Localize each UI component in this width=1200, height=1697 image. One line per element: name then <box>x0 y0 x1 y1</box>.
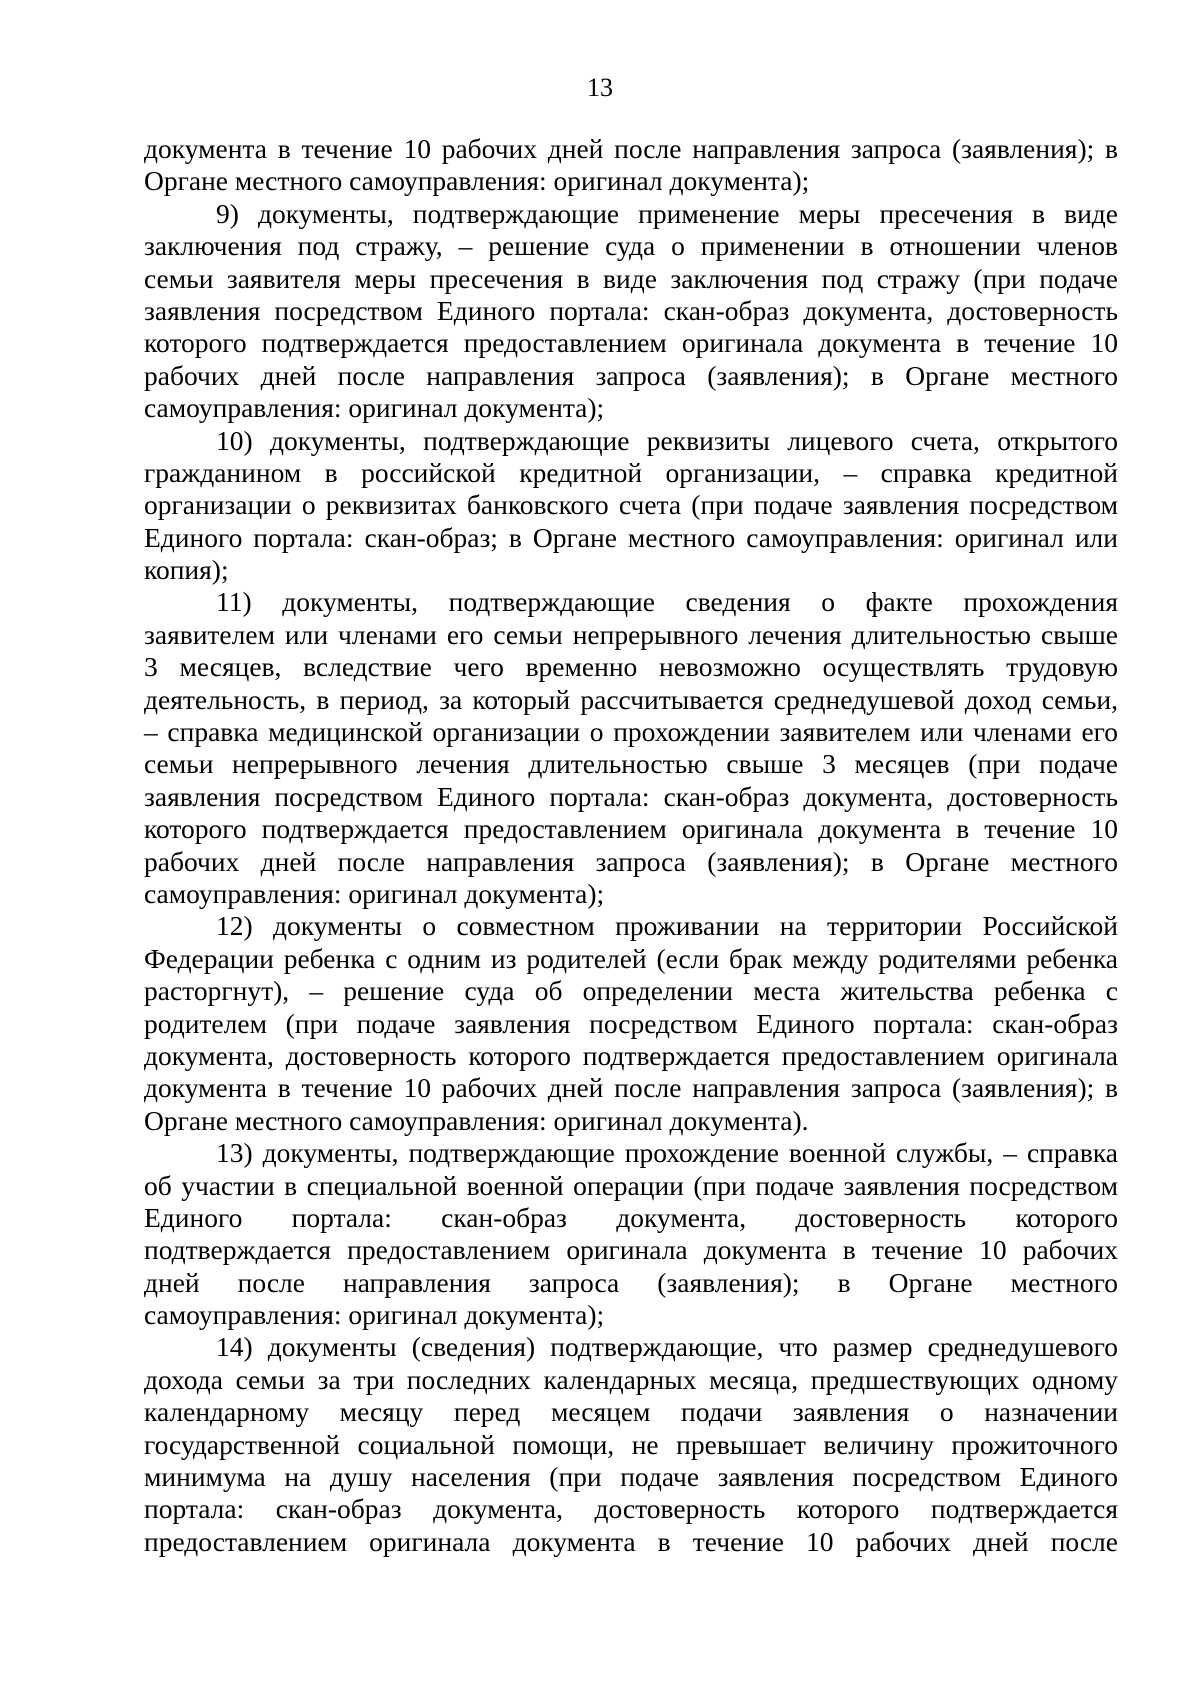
text-line: предоставлением оригинала документа в течение 10 рабочих дней после <box>144 1525 1118 1557</box>
text-line: расторгнут), – решение суда об определении места жительства ребенка с <box>144 975 1118 1007</box>
text-line: портала: скан-образ документа, достоверность которого подтверждается <box>144 1493 1118 1525</box>
text-line: рабочих дней после направления запроса (заявления); в Органе местного <box>144 359 1118 391</box>
text-line: документа, достоверность которого подтверждается предоставлением оригинала <box>144 1039 1118 1071</box>
text-line: самоуправления: оригинал документа); <box>144 877 605 909</box>
text-line: об участии в специальной военной операции (при подаче заявления посредством <box>144 1169 1118 1201</box>
text-line: которого подтверждается предоставлением оригинала документа в течение 10 <box>144 327 1118 359</box>
text-line: Федерации ребенка с одним из родителей (если брак между родителями ребенка <box>144 942 1118 974</box>
paragraph-first-line: 14) документы (сведения) подтверждающие, что размер среднедушевого <box>216 1331 1118 1363</box>
paragraph-first-line: 10) документы, подтверждающие реквизиты лицевого счета, открытого <box>216 424 1118 456</box>
text-line: родителем (при подаче заявления посредством Единого портала: скан-образ <box>144 1007 1118 1039</box>
text-line: календарному месяцу перед месяцем подачи заявления о назначении <box>144 1396 1118 1428</box>
text-line: минимума на душу населения (при подаче заявления посредством Единого <box>144 1461 1118 1493</box>
text-line: семьи непрерывного лечения длительностью свыше 3 месяцев (при подаче <box>144 748 1118 780</box>
text-line: Органе местного самоуправления: оригинал документа). <box>144 1104 809 1136</box>
text-line: копия); <box>144 554 229 586</box>
text-line: деятельность, в период, за который рассчитывается среднедушевой доход семьи, <box>144 683 1118 715</box>
text-line: Органе местного самоуправления: оригинал документа); <box>144 165 810 197</box>
text-line: самоуправления: оригинал документа); <box>144 392 605 424</box>
text-line: документа в течение 10 рабочих дней после направления запроса (заявления); в <box>144 1072 1118 1104</box>
text-line: дохода семьи за три последних календарных месяца, предшествующих одному <box>144 1363 1118 1395</box>
text-line: Единого портала: скан-образ; в Органе местного самоуправления: оригинал или <box>144 521 1118 553</box>
text-line: – справка медицинской организации о прохождении заявителем или членами его <box>144 716 1118 748</box>
paragraph-first-line: 12) документы о совместном проживании на территории Российской <box>216 910 1118 942</box>
text-line: заявления посредством Единого портала: скан-образ документа, достоверность <box>144 294 1118 326</box>
text-line: семьи заявителя меры пресечения в виде заключения под стражу (при подаче <box>144 262 1118 294</box>
text-line: гражданином в российской кредитной организации, – справка кредитной <box>144 456 1118 488</box>
text-line: заявителем или членами его семьи непрерывного лечения длительностью свыше <box>144 618 1118 650</box>
text-line: организации о реквизитах банковского счета (при подаче заявления посредством <box>144 489 1118 521</box>
paragraph-first-line: 9) документы, подтверждающие применение меры пресечения в виде <box>216 197 1118 229</box>
text-line: заявления посредством Единого портала: скан-образ документа, достоверность <box>144 780 1118 812</box>
paragraph-first-line: 11) документы, подтверждающие сведения о факте прохождения <box>216 586 1118 618</box>
text-line: 3 месяцев, вследствие чего временно невозможно осуществлять трудовую <box>144 651 1118 683</box>
text-line: рабочих дней после направления запроса (заявления); в Органе местного <box>144 845 1118 877</box>
text-line: самоуправления: оригинал документа); <box>144 1299 605 1331</box>
text-line: государственной социальной помощи, не превышает величину прожиточного <box>144 1428 1118 1460</box>
text-line: которого подтверждается предоставлением оригинала документа в течение 10 <box>144 813 1118 845</box>
text-line: документа в течение 10 рабочих дней после направления запроса (заявления); в <box>144 133 1118 164</box>
text-line: заключения под стражу, – решение суда о применении в отношении членов <box>144 230 1118 262</box>
page-number: 13 <box>587 73 613 102</box>
document-body <box>144 133 1118 1558</box>
text-line: Единого портала: скан-образ документа, достоверность которого <box>144 1201 1118 1233</box>
text-line: подтверждается предоставлением оригинала документа в течение 10 рабочих <box>144 1234 1118 1266</box>
text-line: дней после направления запроса (заявления); в Органе местного <box>144 1266 1118 1298</box>
paragraph-first-line: 13) документы, подтверждающие прохождение военной службы, – справка <box>216 1137 1118 1169</box>
